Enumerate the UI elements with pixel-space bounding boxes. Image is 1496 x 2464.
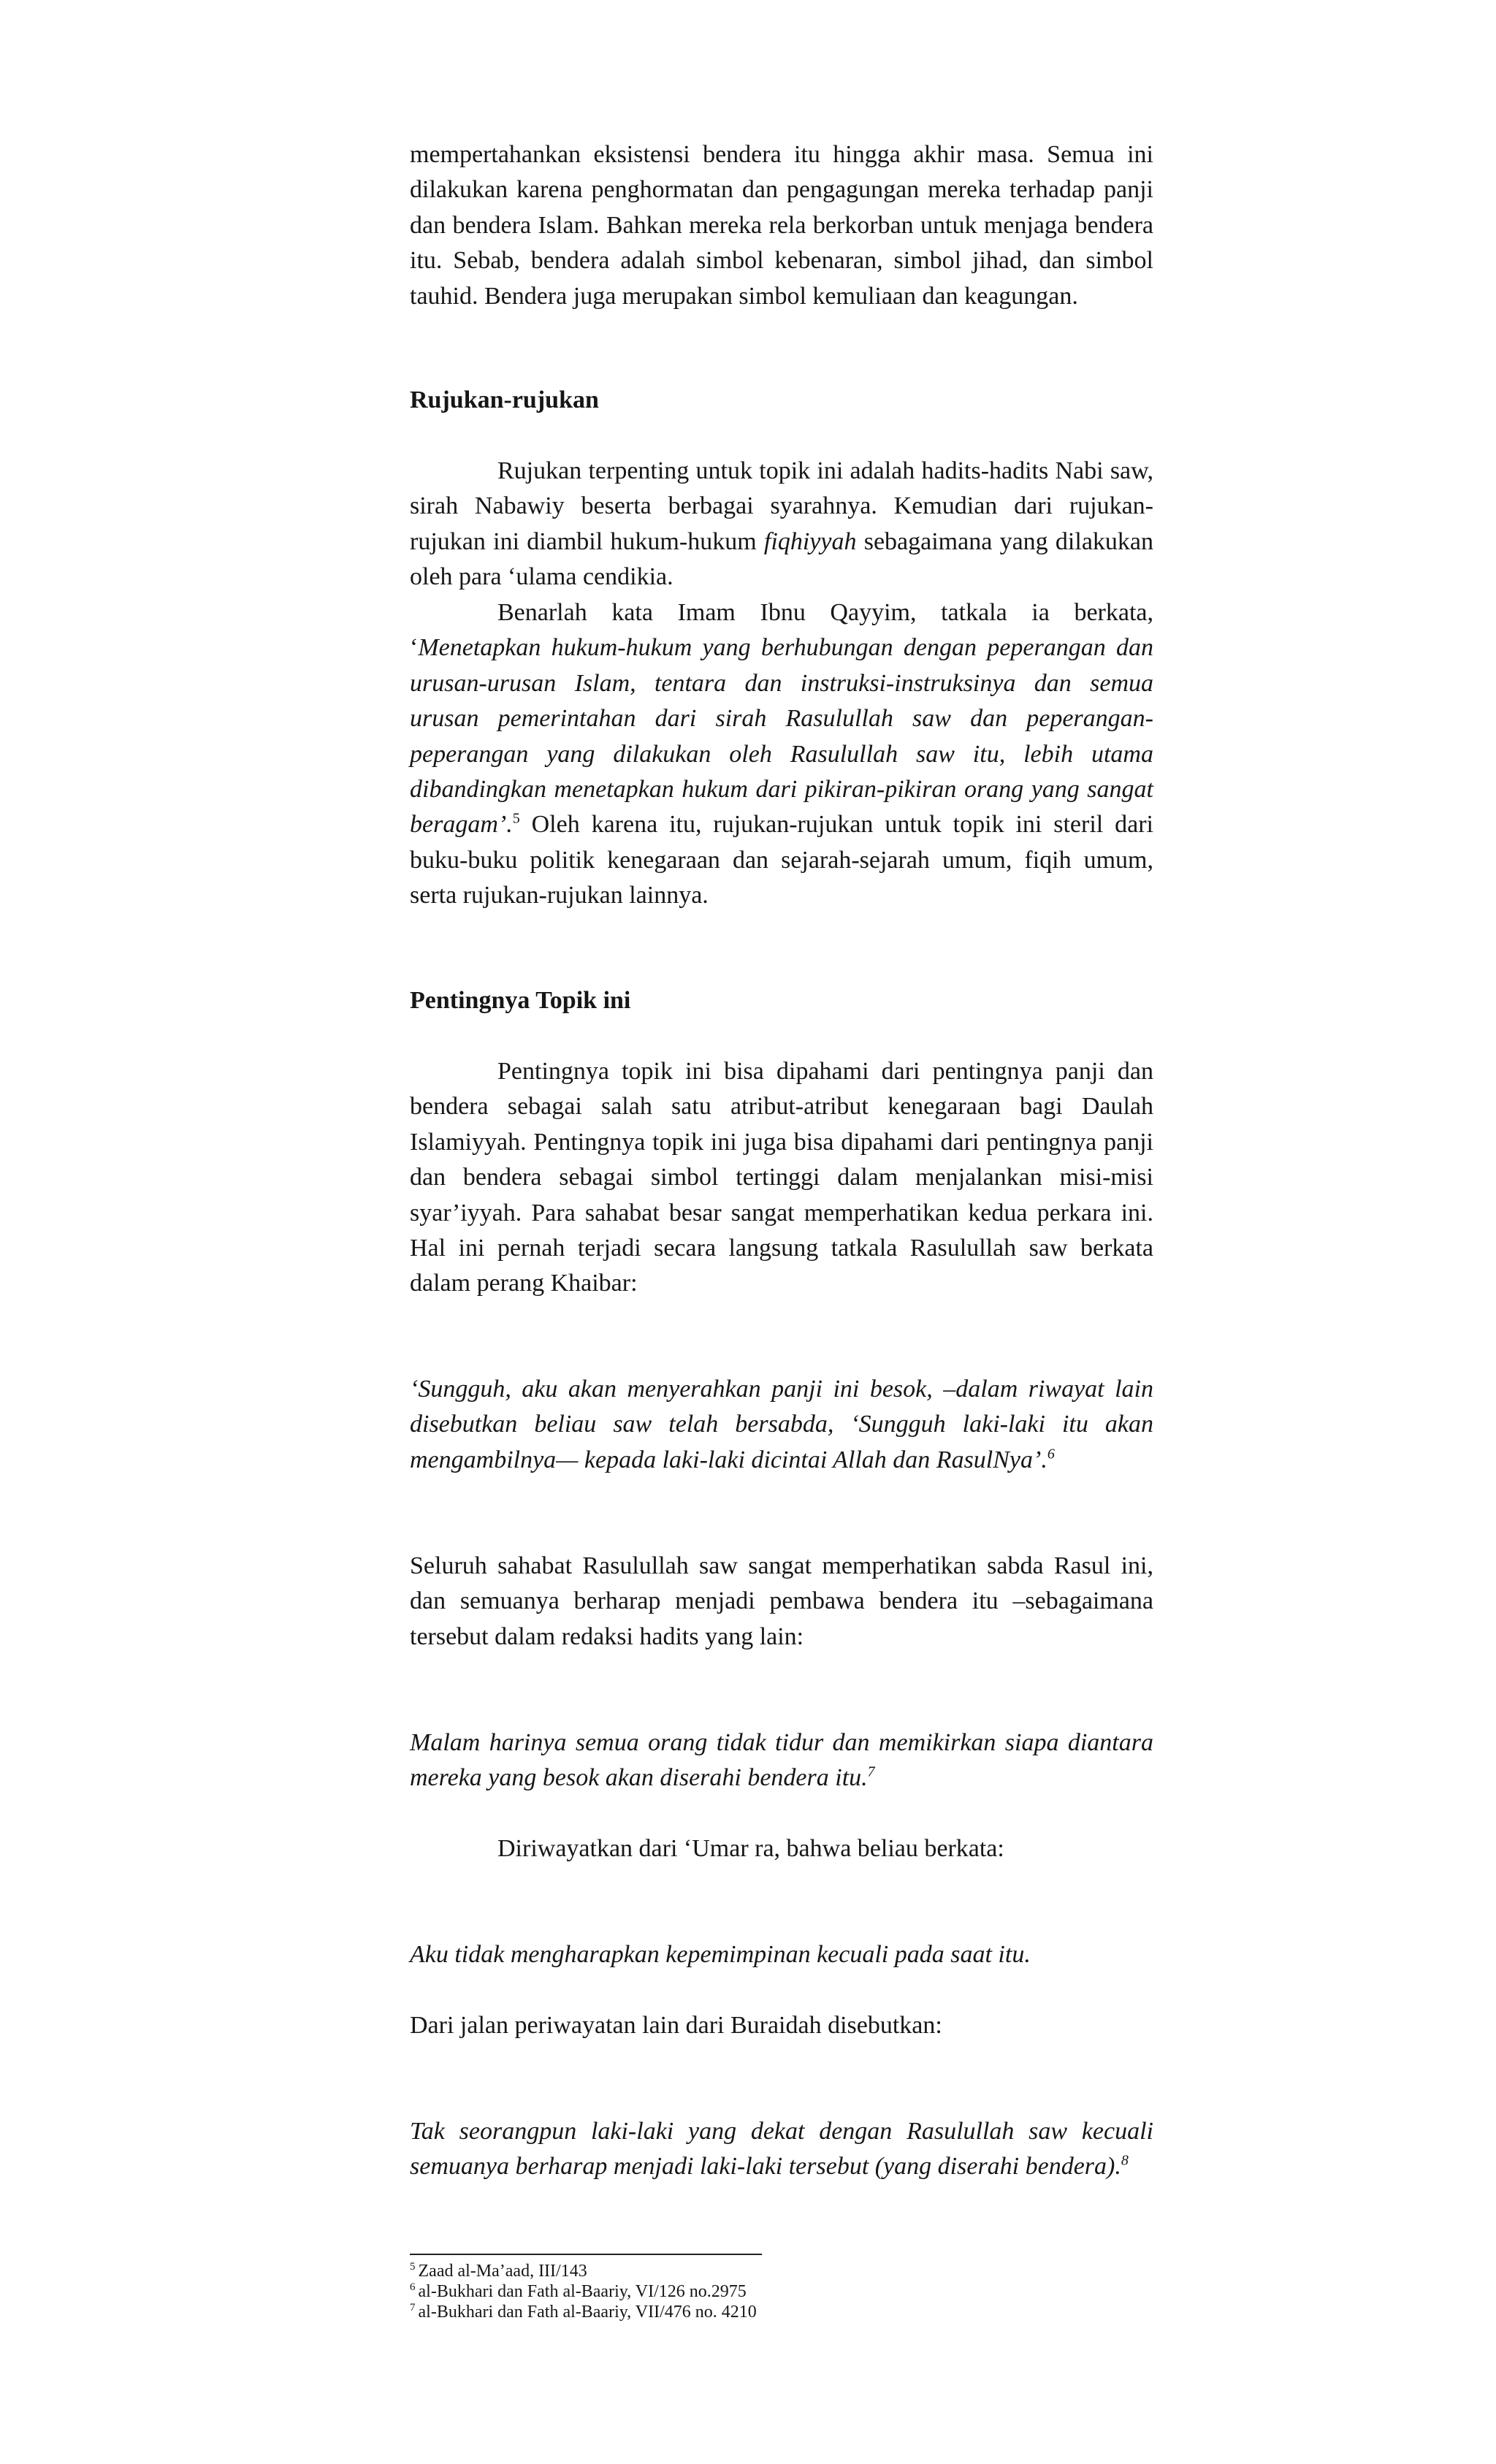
footnote-number: 5 xyxy=(410,2261,416,2273)
text-run: Benarlah kata Imam Ibnu Qayyim, tatkala ia berkata, ‘ xyxy=(410,599,1153,662)
footnote-text: al-Bukhari dan Fath al-Baariy, VII/476 no. 4210 xyxy=(418,2303,757,2322)
text-run: Rujukan terpenting untuk topik ini adalah hadits-hadits Nabi saw, sirah Nabawiy beserta berbagai syarahnya. Kemudian dari rujukan-rujukan ini diambil hukum-hukum xyxy=(410,457,1153,555)
text-run: sebagaimana yang dilakukan oleh para ‘ulama cendikia. xyxy=(410,527,1153,591)
quote-malam xyxy=(410,1725,1153,1796)
footnote-text: al-Bukhari dan Fath al-Baariy, VI/126 no.2975 xyxy=(418,2282,747,2301)
footnote-number: 7 xyxy=(410,2302,416,2314)
paragraph-rujukan-1 xyxy=(410,454,1153,595)
heading-pentingnya: Pentingnya Topik ini xyxy=(410,987,631,1014)
paragraph-seluruh: Seluruh sahabat Rasulullah saw sangat memperhatikan sabda Rasul ini, dan semuanya berharap menjadi pembawa bendera itu –sebagaimana tersebut dalam redaksi hadits yang lain: xyxy=(410,1552,1153,1650)
footnote-ref-6[interactable]: 6 xyxy=(1047,1446,1055,1462)
footnote-ref-5[interactable]: 5 xyxy=(512,811,520,828)
footnote-7 xyxy=(410,2301,1153,2323)
footnote-ref-8[interactable]: 8 xyxy=(1121,2153,1129,2170)
paragraph-intro: mempertahankan eksistensi bendera itu hingga akhir masa. Semua ini dilakukan karena penghormatan dan pengagungan mereka terhadap panji dan bendera Islam. Bahkan mereka rela berkorban untuk menjaga bendera itu. Sebab, bendera adalah simbol kebenaran, simbol jihad, dan simbol tauhid. Bendera juga merupakan simbol kemuliaan dan keagungan. xyxy=(410,141,1153,310)
paragraph-buraidah: Dari jalan periwayatan lain dari Buraidah disebutkan: xyxy=(410,2012,942,2039)
italic-term: fiqhiyyah xyxy=(763,527,857,555)
quote-text: Malam harinya semua orang tidak tidur dan memikirkan siapa diantara mereka yang besok akan diserahi bendera itu. xyxy=(410,1729,1153,1792)
footnote-6 xyxy=(410,2281,1153,2303)
footnote-ref-7[interactable]: 7 xyxy=(867,1764,875,1781)
paragraph-umar: Diriwayatkan dari ‘Umar ra, bahwa beliau berkata: xyxy=(497,1835,1004,1862)
quote-text: Tak seorangpun laki-laki yang dekat dengan Rasulullah saw kecuali semuanya berharap menjadi laki-laki tersebut (yang diserahi bendera). xyxy=(410,2118,1153,2181)
text-run: Oleh karena itu, rujukan-rujukan untuk topik ini steril dari buku-buku politik kenegaraan dan sejarah-sejarah umum, fiqih umum, serta rujukan-rujukan lainnya. xyxy=(410,811,1153,909)
paragraph-rujukan-2 xyxy=(410,595,1153,914)
footnote-text: Zaad al-Ma’aad, III/143 xyxy=(418,2262,587,2281)
heading-rujukan: Rujukan-rujukan xyxy=(410,386,599,413)
quote-tak xyxy=(410,2114,1153,2185)
footnote-separator xyxy=(410,2254,762,2255)
italic-quote: Menetapkan hukum-hukum yang berhubungan dengan peperangan dan urusan-urusan Islam, tentara dan instruksi-instruksinya dan semua urusan pemerintahan dari sirah Rasulullah saw dan peperangan-peperangan yang dilakukan oleh Rasulullah saw itu, lebih utama dibandingkan menetapkan hukum dari pikiran-pikiran orang yang sangat beragam’. xyxy=(410,634,1153,839)
quote-sungguh xyxy=(410,1372,1153,1478)
footnote-5 xyxy=(410,2260,1153,2282)
quote-aku: Aku tidak mengharapkan kepemimpinan kecuali pada saat itu. xyxy=(410,1941,1031,1968)
quote-text: ‘Sungguh, aku akan menyerahkan panji ini besok, –dalam riwayat lain disebutkan beliau saw telah bersabda, ‘Sungguh laki-laki itu akan mengambilnya— kepada laki-laki dicintai Allah dan RasulNya’. xyxy=(410,1376,1153,1473)
footnote-number: 6 xyxy=(410,2281,416,2293)
paragraph-pentingnya: Pentingnya topik ini bisa dipahami dari pentingnya panji dan bendera sebagai salah satu atribut-atribut kenegaraan bagi Daulah Islamiyyah. Pentingnya topik ini juga bisa dipahami dari pentingnya panji dan bendera sebagai simbol tertinggi dalam menjalankan misi-misi syar’iyyah. Para sahabat besar sangat memperhatikan kedua perkara ini. Hal ini pernah terjadi secara langsung tatkala Rasulullah saw berkata dalam perang Khaibar: xyxy=(410,1058,1153,1297)
